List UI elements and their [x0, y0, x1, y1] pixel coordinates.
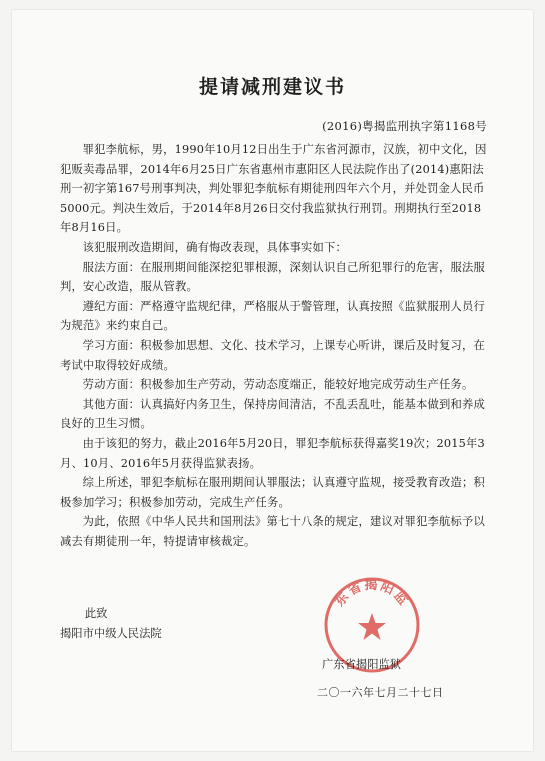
document-number: (2016)粤揭监刑执字第1168号 — [322, 119, 487, 133]
document-body — [60, 140, 491, 551]
paragraph-summary: 综上所述，罪犯李航标在服刑期间认罪服法；认真遵守监规，接受教育改造；积极参加学习；积极参加劳动，完成生产任务。 — [60, 476, 485, 509]
paragraph-recommendation: 为此，依照《中华人民共和国刑法》第七十八条的规定，建议对罪犯李航标予以减去有期徒刑一年，特提请审核裁定。 — [60, 515, 485, 548]
seal-text: 东省揭阳监 — [332, 577, 412, 610]
paragraph-other: 其他方面：认真搞好内务卫生，保持房间清洁，不乱丢乱吐，能基本做到和养成良好的卫生习惯。 — [60, 397, 485, 431]
addressee-block — [60, 604, 162, 643]
paragraph-study: 学习方面：积极参加思想、文化、技术学习，上课专心听讲，课后及时复习，在考试中取得较好成绩。 — [60, 338, 485, 372]
signature-date: 二〇一六年七月二十七日 — [317, 686, 444, 699]
signature-organization: 广东省揭阳监狱 — [322, 658, 402, 671]
paragraph-discipline: 遵纪方面：严格遵守监规纪律，严格服从于警管理，认真按照《监狱服刑人员行为规范》来约束自己。 — [60, 299, 485, 333]
document-title: 提请减刑建议书 — [198, 76, 346, 98]
greeting: 此致 — [84, 607, 108, 620]
paragraph-law-compliance: 服法方面：在服刑期间能深挖犯罪根源，深刻认识自己所犯罪行的危害，服法服判，安心改造，服从管教。 — [60, 260, 485, 294]
paragraph-intro: 该犯服刑改造期间，确有悔改表现，具体事实如下： — [82, 240, 348, 254]
paragraph-awards: 由于该犯的努力，截止2016年5月20日，罪犯李航标获得嘉奖19次；2015年3月、10月、2016年5月获得监狱表扬。 — [60, 436, 485, 470]
paragraph-labor: 劳动方面：积极参加生产劳动，劳动态度端正，能较好地完成劳动生产任务。 — [82, 378, 474, 392]
svg-text:东省揭阳监 — [332, 577, 413, 610]
addressee: 揭阳市中级人民法院 — [60, 626, 162, 640]
paragraph-basic-info: 罪犯李航标，男，1990年10月12日出生于广东省河源市，汉族，初中文化，因犯贩卖毒品罪，2014年6月25日广东省惠州市惠阳区人民法院作出了(2014)惠阳法刑一初字第167号刑事判决，判处罪犯李航标有期徒刑四年六个月，并处罚金人民币5000元。判决生效后，于2014年8月26日交付我监狱执行刑罚。刑期执行至2018年8月16日。 — [60, 143, 487, 235]
